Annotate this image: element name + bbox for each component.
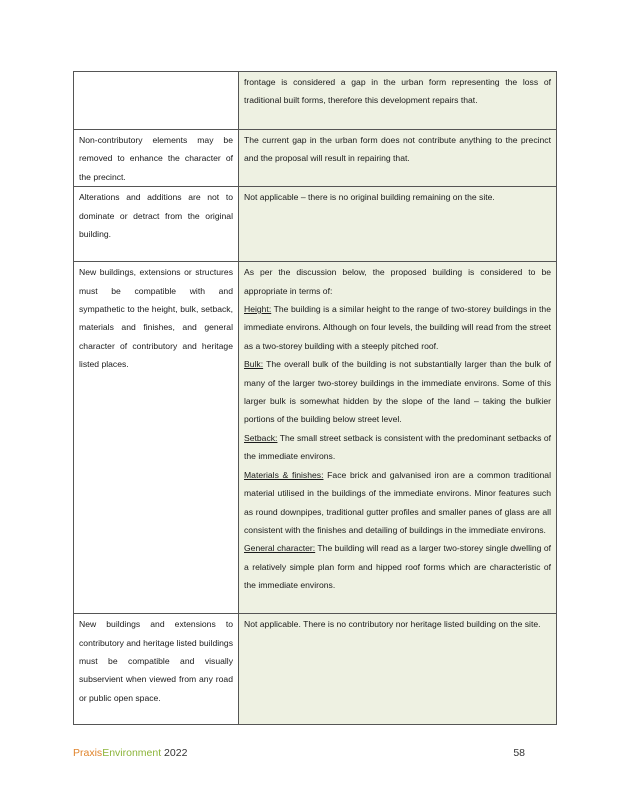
- table-row: [74, 614, 557, 725]
- response-cell: frontage is considered a gap in the urban form representing the loss of traditional built forms, therefore this development repairs that.: [239, 72, 557, 130]
- table-row: [74, 72, 557, 130]
- character-paragraph: [244, 539, 551, 594]
- bulk-paragraph: [244, 355, 551, 429]
- bulk-label: Bulk:: [244, 359, 264, 370]
- response-cell: The current gap in the urban form does not contribute anything to the precinct and the proposal will result in repairing that.: [239, 130, 557, 187]
- footer-year: 2022: [161, 747, 188, 759]
- setback-paragraph: [244, 429, 551, 466]
- response-cell: [239, 262, 557, 614]
- setback-label: Setback:: [244, 432, 278, 443]
- response-cell: Not applicable. There is no contributory nor heritage listed building on the site.: [239, 614, 557, 725]
- height-label: Height:: [244, 304, 272, 315]
- materials-paragraph: [244, 466, 551, 540]
- policy-cell: [74, 72, 239, 130]
- policy-cell: Non-contributory elements may be removed to enhance the character of the precinct.: [74, 130, 239, 187]
- character-label: General character:: [244, 543, 316, 554]
- policy-cell: New buildings, extensions or structures must be compatible with and sympathetic to the height, bulk, setback, materials and finishes, and general character of contributory and heritage listed places.: [74, 262, 239, 614]
- table-row: [74, 187, 557, 262]
- character-text: The building will read as a larger two-storey single dwelling of a relatively simple plan form and hipped roof forms which are characteristic of the immediate environs.: [244, 543, 552, 591]
- policy-cell: Alterations and additions are not to dominate or detract from the original building.: [74, 187, 239, 262]
- heritage-policy-table: [73, 71, 557, 725]
- height-text: The building is a similar height to the range of two-storey buildings in the immediate environs. Although on four levels, the building will read from the street as a two-storey building with a steeply pitched roof.: [244, 304, 551, 351]
- page-footer: [73, 747, 525, 759]
- footer-brand: [73, 747, 187, 759]
- page-number: 58: [513, 747, 525, 759]
- brand-environment: Environment: [102, 747, 162, 759]
- height-paragraph: [244, 300, 551, 355]
- bulk-text: The overall bulk of the building is not substantially larger than the bulk of many of the larger two-storey buildings in the immediate environs. Some of this larger bulk is somewhat hidden by the slope of the land – taking the bulkier portions of the building below street level.: [244, 359, 551, 425]
- table-row: [74, 262, 557, 614]
- response-intro: As per the discussion below, the proposed building is considered to be appropriate in terms of:: [244, 267, 551, 296]
- brand-praxis: Praxis: [73, 747, 103, 759]
- response-cell: Not applicable – there is no original building remaining on the site.: [239, 187, 557, 262]
- materials-label: Materials & finishes:: [244, 469, 324, 480]
- table-row: [74, 130, 557, 187]
- materials-text: Face brick and galvanised iron are a common traditional material utilised in the buildings of the immediate environs. Minor features such as round downpipes, traditional gutter profiles and smaller panes of glass are all consistent with the finishes and detailing of buildings in the immediate environs.: [244, 469, 551, 535]
- policy-cell: New buildings and extensions to contributory and heritage listed buildings must be compatible and visually subservient when viewed from any road or public open space.: [74, 614, 239, 725]
- setback-text: The small street setback is consistent with the predominant setbacks of the immediate environs.: [244, 432, 551, 462]
